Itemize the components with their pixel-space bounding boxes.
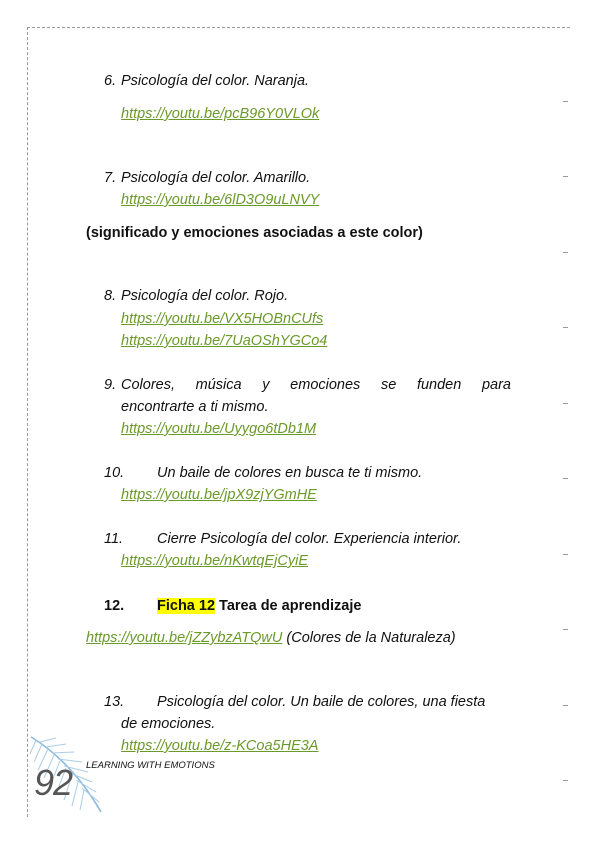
book-title: LEARNING WITH EMOTIONS (86, 760, 215, 771)
page-border-left (27, 27, 28, 817)
video-link[interactable]: https://youtu.be/Uyygo6tDb1M (121, 421, 317, 437)
item-title: Cierre Psicología del color. Experiencia interior. (157, 531, 462, 547)
item-number: 9. (104, 377, 117, 393)
link-note: (Colores de la Naturaleza) (282, 630, 456, 646)
video-link[interactable]: https://youtu.be/6lD3O9uLNVY (121, 192, 320, 208)
item-title: Un baile de colores en busca te ti mismo. (157, 465, 423, 481)
worksheet-highlight: Ficha 12 (157, 598, 216, 614)
item-number: 11. (104, 531, 124, 547)
list-item (104, 528, 123, 550)
video-link[interactable]: https://youtu.be/VX5HOBnCUfs (121, 311, 324, 327)
list-item (104, 167, 310, 189)
item-title: Psicología del color. Un baile de colores, una fiesta (157, 694, 486, 710)
color-note: (significado y emociones asociadas a este color) (86, 225, 423, 241)
list-item (104, 70, 309, 92)
video-link[interactable]: https://youtu.be/7UaOShYGCo4 (121, 333, 328, 349)
item-title-cont: encontrarte a ti mismo. (121, 399, 269, 415)
item-number: 12. (104, 598, 125, 614)
item-title-text: Tarea de aprendizaje (215, 598, 362, 614)
list-item (104, 691, 124, 713)
list-item (104, 462, 124, 484)
list-item (104, 374, 116, 396)
list-item (104, 285, 288, 307)
page-border-top (27, 27, 570, 28)
item-title: Psicología del color. Amarillo. (121, 170, 311, 186)
item-number: 8. (104, 288, 117, 304)
video-link[interactable]: https://youtu.be/jpX9zjYGmHE (121, 487, 317, 503)
item-title: Colores, música y emociones se funden para (121, 377, 511, 393)
item-number: 6. (104, 73, 117, 89)
item-title (157, 595, 361, 617)
item-title: Psicología del color. Naranja. (121, 73, 310, 89)
list-item (104, 595, 124, 617)
video-link[interactable]: https://youtu.be/pcB96Y0VLOk (121, 106, 320, 122)
item-title: Psicología del color. Rojo. (121, 288, 289, 304)
item-number: 13. (104, 694, 125, 710)
page-number: 92 (34, 762, 73, 803)
video-link[interactable]: https://youtu.be/jZZybzATQwU (86, 630, 283, 646)
item-number: 7. (104, 170, 117, 186)
video-link[interactable]: https://youtu.be/z-KCoa5HE3A (121, 738, 319, 754)
item-title-cont: de emociones. (121, 716, 216, 732)
video-link[interactable]: https://youtu.be/nKwtqEjCyiE (121, 553, 308, 569)
item-number: 10. (104, 465, 125, 481)
